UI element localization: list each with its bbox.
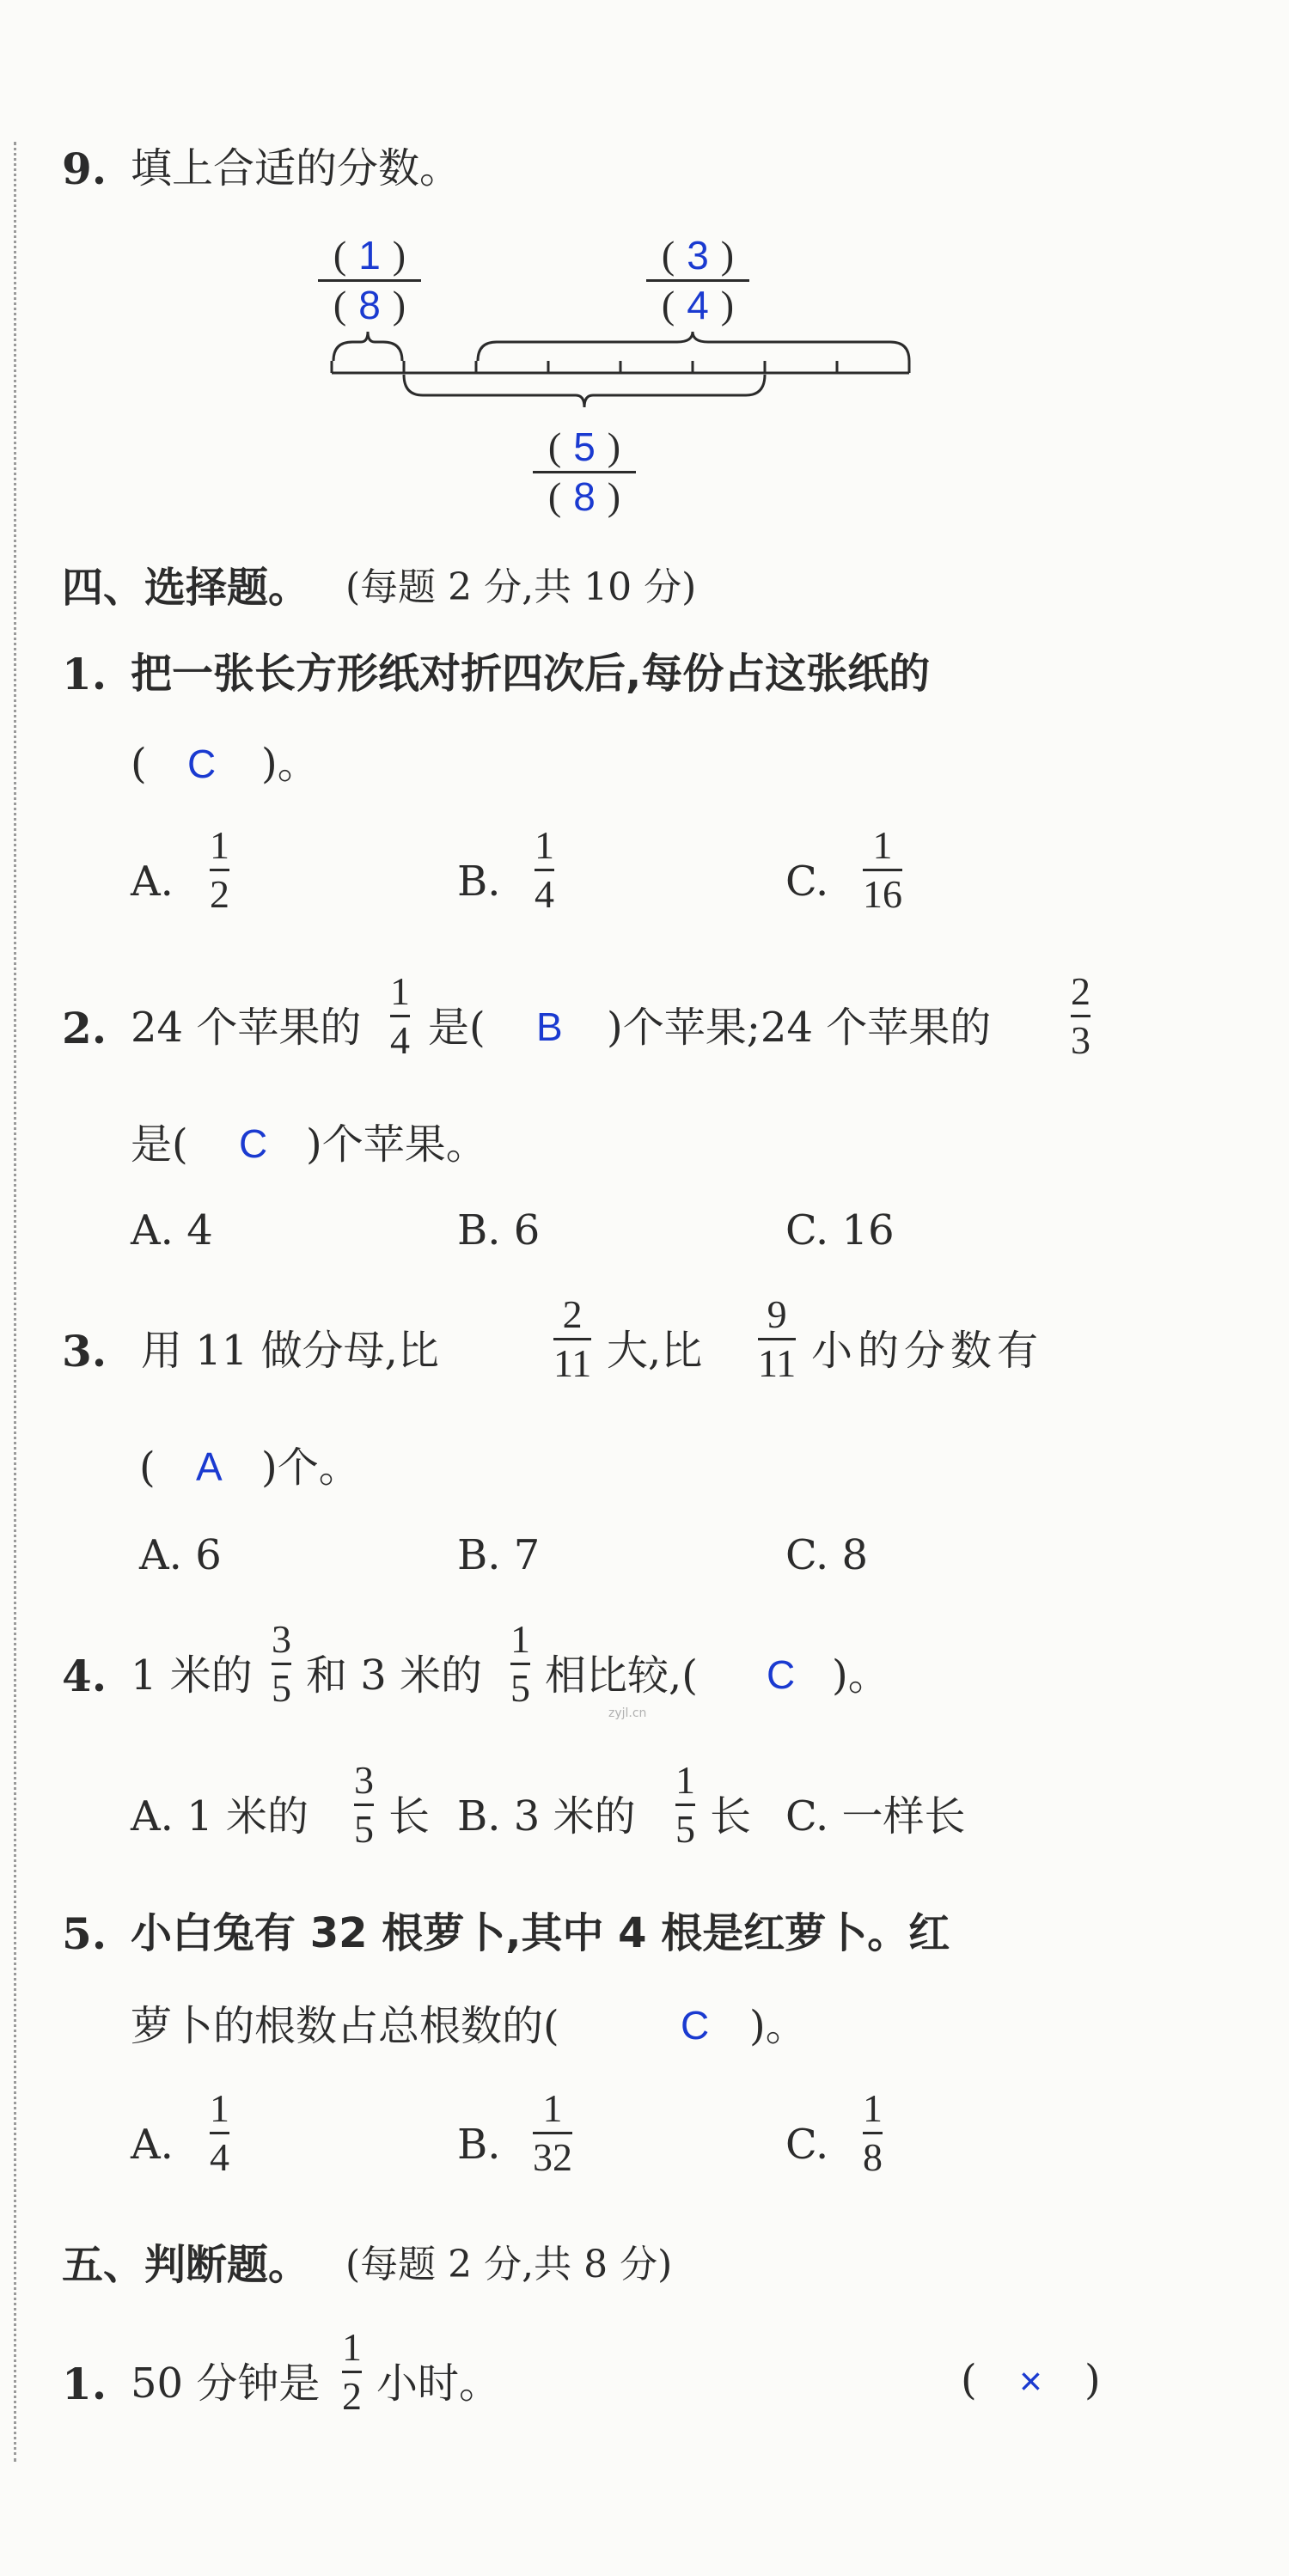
s5q1-number: 1.	[62, 2359, 107, 2409]
s4q1-option-c-label[interactable]: C.	[785, 858, 829, 906]
frac-num: 1	[210, 823, 229, 867]
s4q4-option-b-fraction	[675, 1760, 695, 1851]
frac-num: 1	[872, 823, 893, 867]
frac-den: 5	[510, 1666, 530, 1711]
s4q4-option-a-post: 长	[388, 1792, 431, 1840]
s4q3-fraction-1	[553, 1294, 591, 1385]
q9-number-line-diagram	[318, 327, 919, 438]
s4q1-option-c-fraction	[863, 825, 902, 916]
s4q1-option-a-fraction	[210, 825, 229, 916]
s4q3-answer[interactable]: A	[196, 1444, 223, 1489]
s4q1-open-paren: (	[131, 740, 147, 788]
s4q1-option-b-fraction	[535, 825, 554, 916]
s4q4-option-b[interactable]	[457, 1792, 636, 1840]
section5-note: (每题 2 分,共 8 分)	[345, 2243, 673, 2286]
option-value: 16	[841, 1206, 895, 1254]
s4q5-close-paren: )。	[749, 2002, 807, 2050]
frac-den: 32	[533, 2135, 572, 2180]
s4q2-text-5: )个苹果。	[306, 1120, 487, 1169]
s5q1-close-paren: )	[1084, 2356, 1101, 2404]
s4q2-text-3: )个苹果;24 个苹果的	[607, 1004, 992, 1052]
frac-num: 1	[675, 1758, 695, 1802]
s4q4-option-a[interactable]	[131, 1792, 309, 1840]
option-label: B.	[457, 1206, 501, 1254]
s4q4-text-2: 和 3 米的	[306, 1651, 483, 1700]
s4q1-option-a-label[interactable]: A.	[131, 858, 174, 906]
option-label: B.	[457, 1792, 501, 1840]
s4q4-fraction-1	[272, 1619, 291, 1710]
frac-num: 1	[390, 969, 410, 1013]
frac-den: 3	[1071, 1018, 1090, 1063]
s4q2-option-c[interactable]	[785, 1206, 895, 1254]
frac-den: 4	[390, 1018, 410, 1063]
frac-den: 2	[210, 872, 229, 917]
s4q3-open-paren: (	[139, 1444, 156, 1492]
s4q5-option-a-fraction	[210, 2088, 229, 2179]
section5-title: 五、判断题。	[62, 2241, 310, 2289]
s4q4-text-3: 相比较,(	[545, 1651, 698, 1700]
s4q2-fraction-2	[1071, 971, 1090, 1062]
s5q1-open-paren: (	[961, 2356, 977, 2404]
s4q1-number: 1.	[62, 649, 107, 699]
q9-top-left-den[interactable]: 8	[358, 282, 381, 327]
s4q1-answer[interactable]: C	[187, 742, 217, 786]
s4q3-text-1: 用 11 做分母,比	[141, 1327, 439, 1375]
option-value: 一样长	[841, 1792, 966, 1840]
s4q4-answer[interactable]: C	[767, 1652, 796, 1697]
frac-den: 4	[535, 872, 554, 917]
s4q3-text-3: 小的分数有	[811, 1327, 1044, 1375]
frac-num: 1	[342, 2325, 362, 2369]
option-label: C.	[785, 1531, 829, 1579]
option-label: A.	[139, 1531, 182, 1579]
s4q2-option-b[interactable]	[457, 1206, 541, 1254]
frac-num: 1	[210, 2086, 229, 2130]
s4q5-text-2: 萝卜的根数占总根数的(	[131, 2002, 559, 2050]
s4q4-number: 4.	[62, 1651, 107, 1701]
frac-num: 1	[542, 2086, 563, 2130]
frac-den: 2	[342, 2374, 362, 2419]
s4q3-close-paren: )个。	[261, 1444, 360, 1492]
option-label: B.	[457, 1531, 501, 1579]
s5q1-text-2: 小时。	[376, 2359, 501, 2408]
s4q4-fraction-2	[510, 1619, 530, 1710]
s4q5-option-c-fraction	[863, 2088, 883, 2179]
s4q4-option-c[interactable]	[785, 1792, 966, 1840]
frac-num: 1	[535, 823, 554, 867]
s4q5-option-c-label[interactable]: C.	[785, 2121, 829, 2169]
q9-top-right-den[interactable]: 4	[687, 282, 709, 327]
s4q3-option-c[interactable]	[785, 1531, 869, 1579]
option-label: C.	[785, 1206, 829, 1254]
q9-frac-top-right: ( 3 ) ( 4 )	[646, 234, 749, 327]
s4q1-close-paren: )。	[261, 740, 319, 788]
s4q2-number: 2.	[62, 1003, 107, 1053]
q9-bottom-num[interactable]: 5	[573, 424, 596, 469]
q9-text: 填上合适的分数。	[131, 144, 461, 192]
option-label: A.	[131, 1206, 174, 1254]
option-value: 6	[195, 1531, 222, 1579]
s4q4-text-4: )。	[832, 1651, 889, 1700]
section4-note: (每题 2 分,共 10 分)	[345, 565, 697, 609]
option-label: A.	[131, 1792, 174, 1840]
option-text: 3 米的	[513, 1792, 636, 1840]
q9-top-right-num[interactable]: 3	[687, 233, 709, 278]
option-label: C.	[785, 1792, 829, 1840]
option-value: 8	[841, 1531, 869, 1579]
s4q3-text-2: 大,比	[607, 1327, 703, 1375]
s4q2-fraction-1	[390, 971, 410, 1062]
s4q5-option-b-fraction	[533, 2088, 572, 2179]
s4q2-answer-2[interactable]: C	[239, 1121, 268, 1166]
option-text: 1 米的	[186, 1792, 309, 1840]
s4q4-text-1: 1 米的	[131, 1651, 253, 1700]
q9-frac-top-left: ( 1 ) ( 8 )	[318, 234, 421, 327]
frac-den: 11	[553, 1341, 592, 1386]
frac-num: 9	[767, 1292, 787, 1336]
s4q5-text-1: 小白兔有 32 根萝卜,其中 4 根是红萝卜。红	[131, 1909, 950, 1957]
s4q3-option-a[interactable]	[139, 1531, 222, 1579]
s4q5-number: 5.	[62, 1908, 107, 1959]
q9-top-left-num[interactable]: 1	[358, 233, 381, 278]
q9-brace-top-left	[333, 332, 402, 361]
s4q1-option-b-label[interactable]: B.	[457, 858, 501, 906]
option-value: 7	[513, 1531, 541, 1579]
s5q1-text-1: 50 分钟是	[131, 2359, 321, 2408]
s4q5-option-b-label[interactable]: B.	[457, 2121, 501, 2169]
frac-num: 3	[272, 1617, 291, 1661]
frac-num: 1	[510, 1617, 530, 1661]
frac-num: 3	[354, 1758, 374, 1802]
s4q2-text-1: 24 个苹果的	[131, 1004, 362, 1052]
q9-frac-bottom: ( 5 ) ( 8 )	[533, 425, 636, 518]
frac-den: 4	[210, 2135, 229, 2180]
watermark: zyjl.cn	[608, 1706, 647, 1720]
s4q1-text: 把一张长方形纸对折四次后,每份占这张纸的	[131, 650, 931, 698]
frac-den: 8	[863, 2135, 883, 2180]
s4q2-text-2: 是(	[428, 1004, 486, 1052]
frac-num: 2	[1071, 969, 1090, 1013]
s4q3-option-b[interactable]	[457, 1531, 541, 1579]
q9-brace-top-right	[478, 332, 909, 361]
frac-den: 11	[758, 1341, 797, 1386]
s4q3-fraction-2	[758, 1294, 796, 1385]
frac-num: 2	[562, 1292, 583, 1336]
q9-bottom-den[interactable]: 8	[573, 473, 596, 519]
s5q1-answer[interactable]: ×	[1019, 2359, 1042, 2403]
s4q2-text-4: 是(	[131, 1120, 188, 1169]
q9-number: 9.	[62, 143, 107, 194]
s4q2-option-a[interactable]	[131, 1206, 213, 1254]
s5q1-fraction	[342, 2327, 362, 2418]
s4q3-number: 3.	[62, 1326, 107, 1377]
frac-den: 16	[863, 872, 902, 917]
section4-title: 四、选择题。	[62, 564, 310, 612]
frac-num: 1	[863, 2086, 883, 2130]
frac-den: 5	[272, 1666, 291, 1711]
s4q4-option-b-post: 长	[710, 1792, 752, 1840]
s4q5-option-a-label[interactable]: A.	[131, 2121, 174, 2169]
frac-den: 5	[675, 1807, 695, 1852]
s4q4-option-a-fraction	[354, 1760, 374, 1851]
frac-den: 5	[354, 1807, 374, 1852]
q9-brace-bottom	[404, 375, 765, 407]
s4q5-answer[interactable]: C	[681, 2003, 710, 2048]
option-value: 6	[513, 1206, 541, 1254]
s4q2-answer-1[interactable]: B	[536, 1004, 563, 1049]
option-value: 4	[186, 1206, 213, 1254]
